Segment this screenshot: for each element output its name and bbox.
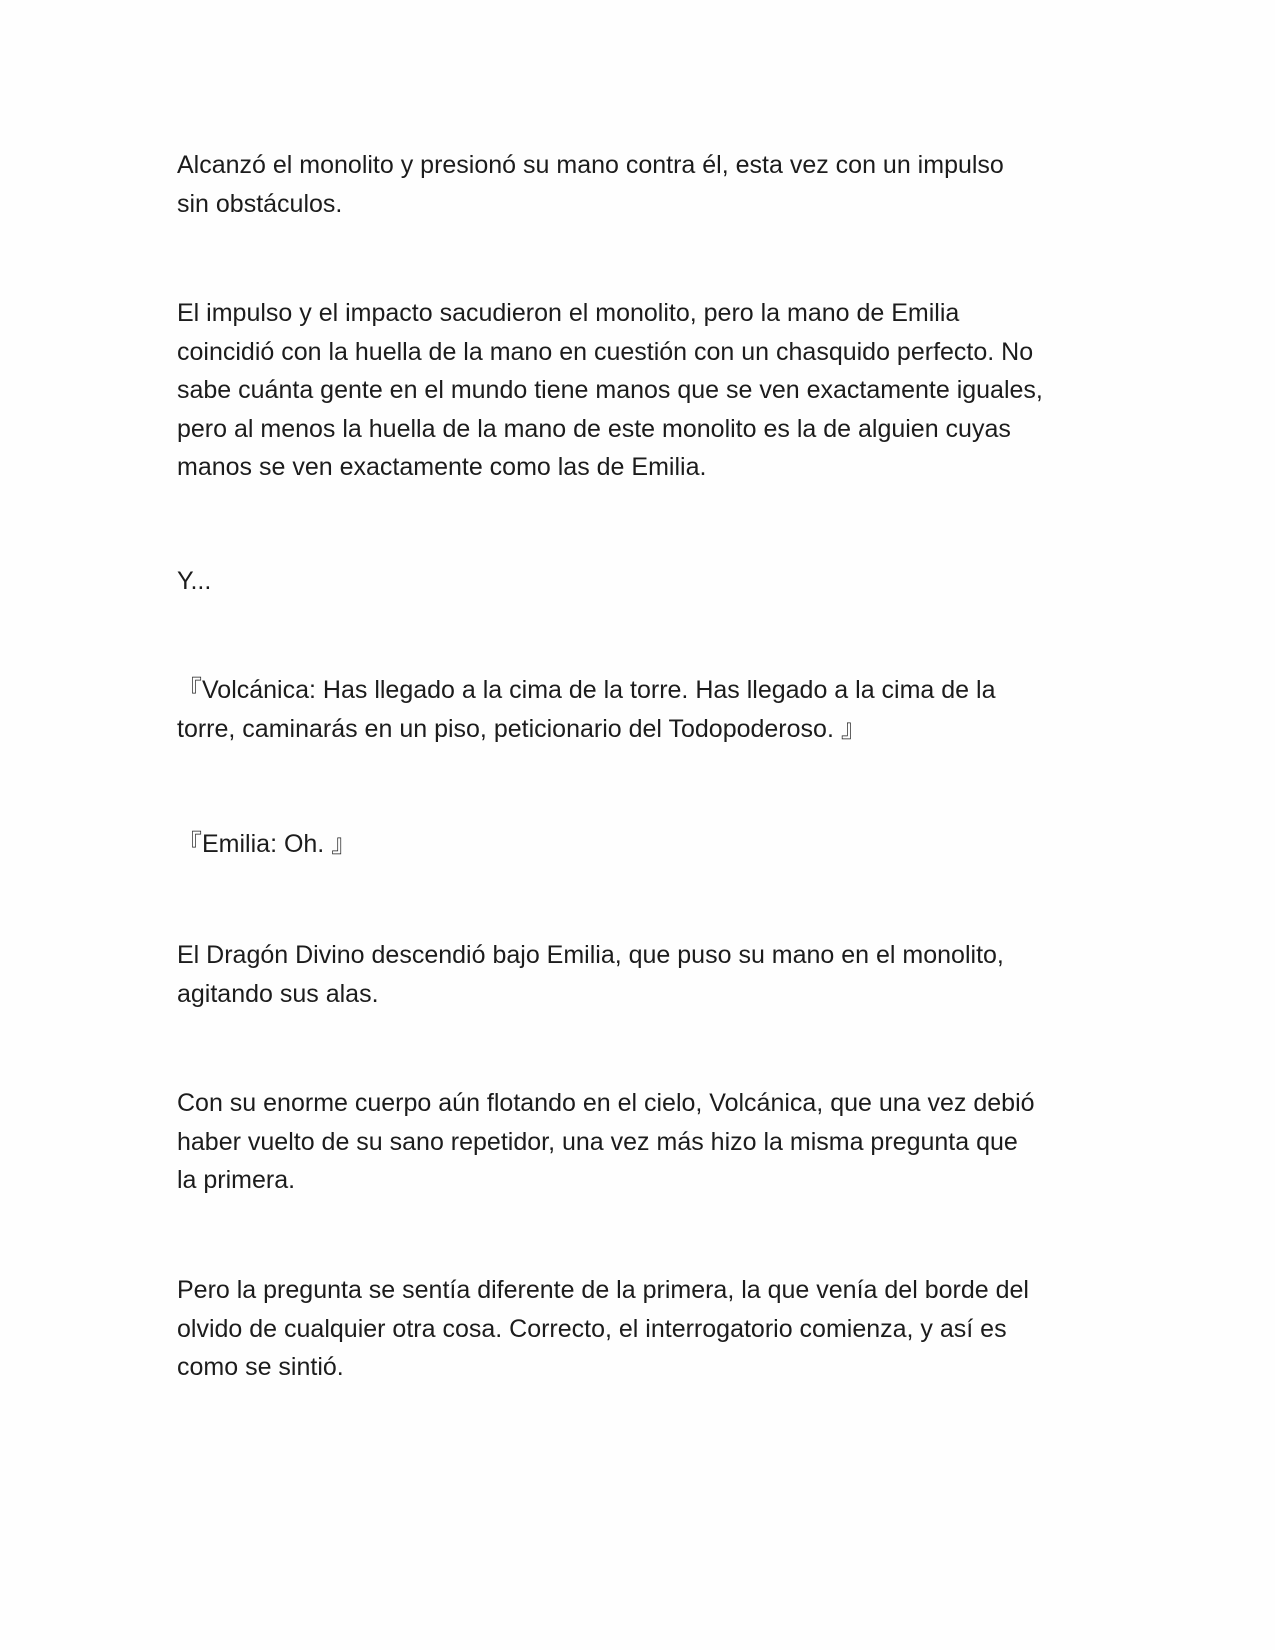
paragraph-4 — [177, 671, 1107, 748]
text-line: sabe cuánta gente en el mundo tiene manos que se ven exactamente iguales, — [177, 376, 1043, 404]
text-line: Alcanzó el monolito y presionó su mano contra él, esta vez con un impulso — [177, 151, 1004, 179]
text-line: Pero la pregunta se sentía diferente de la primera, la que venía del borde del — [177, 1276, 1029, 1304]
text-line: 『Emilia: Oh. 』 — [177, 830, 357, 858]
paragraph-5 — [177, 825, 1107, 864]
text-line: sin obstáculos. — [177, 189, 343, 218]
text-line: torre, caminarás en un piso, peticionario del Todopoderoso. 』 — [177, 714, 866, 743]
paragraph-8 — [177, 1271, 1107, 1387]
paragraph-3 — [177, 562, 1107, 601]
text-line: Y... — [177, 567, 212, 595]
text-line: la primera. — [177, 1166, 296, 1194]
text-line: El impulso y el impacto sacudieron el monolito, pero la mano de Emilia — [177, 299, 960, 327]
text-line: 『Volcánica: Has llegado a la cima de la torre. Has llegado a la cima de la — [177, 676, 996, 704]
text-line: El Dragón Divino descendió bajo Emilia, que puso su mano en el monolito, — [177, 941, 1004, 969]
text-line: manos se ven exactamente como las de Emilia. — [177, 453, 707, 481]
text-line: como se sintió. — [177, 1353, 344, 1381]
text-line: agitando sus alas. — [177, 979, 379, 1008]
text-line: haber vuelto de su sano repetidor, una vez más hizo la misma pregunta que — [177, 1127, 1018, 1156]
paragraph-6 — [177, 936, 1107, 1013]
paragraph-7 — [177, 1084, 1107, 1200]
text-line: pero al menos la huella de la mano de este monolito es la de alguien cuyas — [177, 414, 1011, 443]
paragraph-2 — [177, 294, 1107, 487]
text-line: coincidió con la huella de la mano en cuestión con un chasquido perfecto. No — [177, 337, 1034, 366]
text-line: olvido de cualquier otra cosa. Correcto, el interrogatorio comienza, y así es — [177, 1314, 1007, 1343]
paragraph-1 — [177, 146, 1107, 223]
text-line: Con su enorme cuerpo aún flotando en el cielo, Volcánica, que una vez debió — [177, 1089, 1035, 1117]
